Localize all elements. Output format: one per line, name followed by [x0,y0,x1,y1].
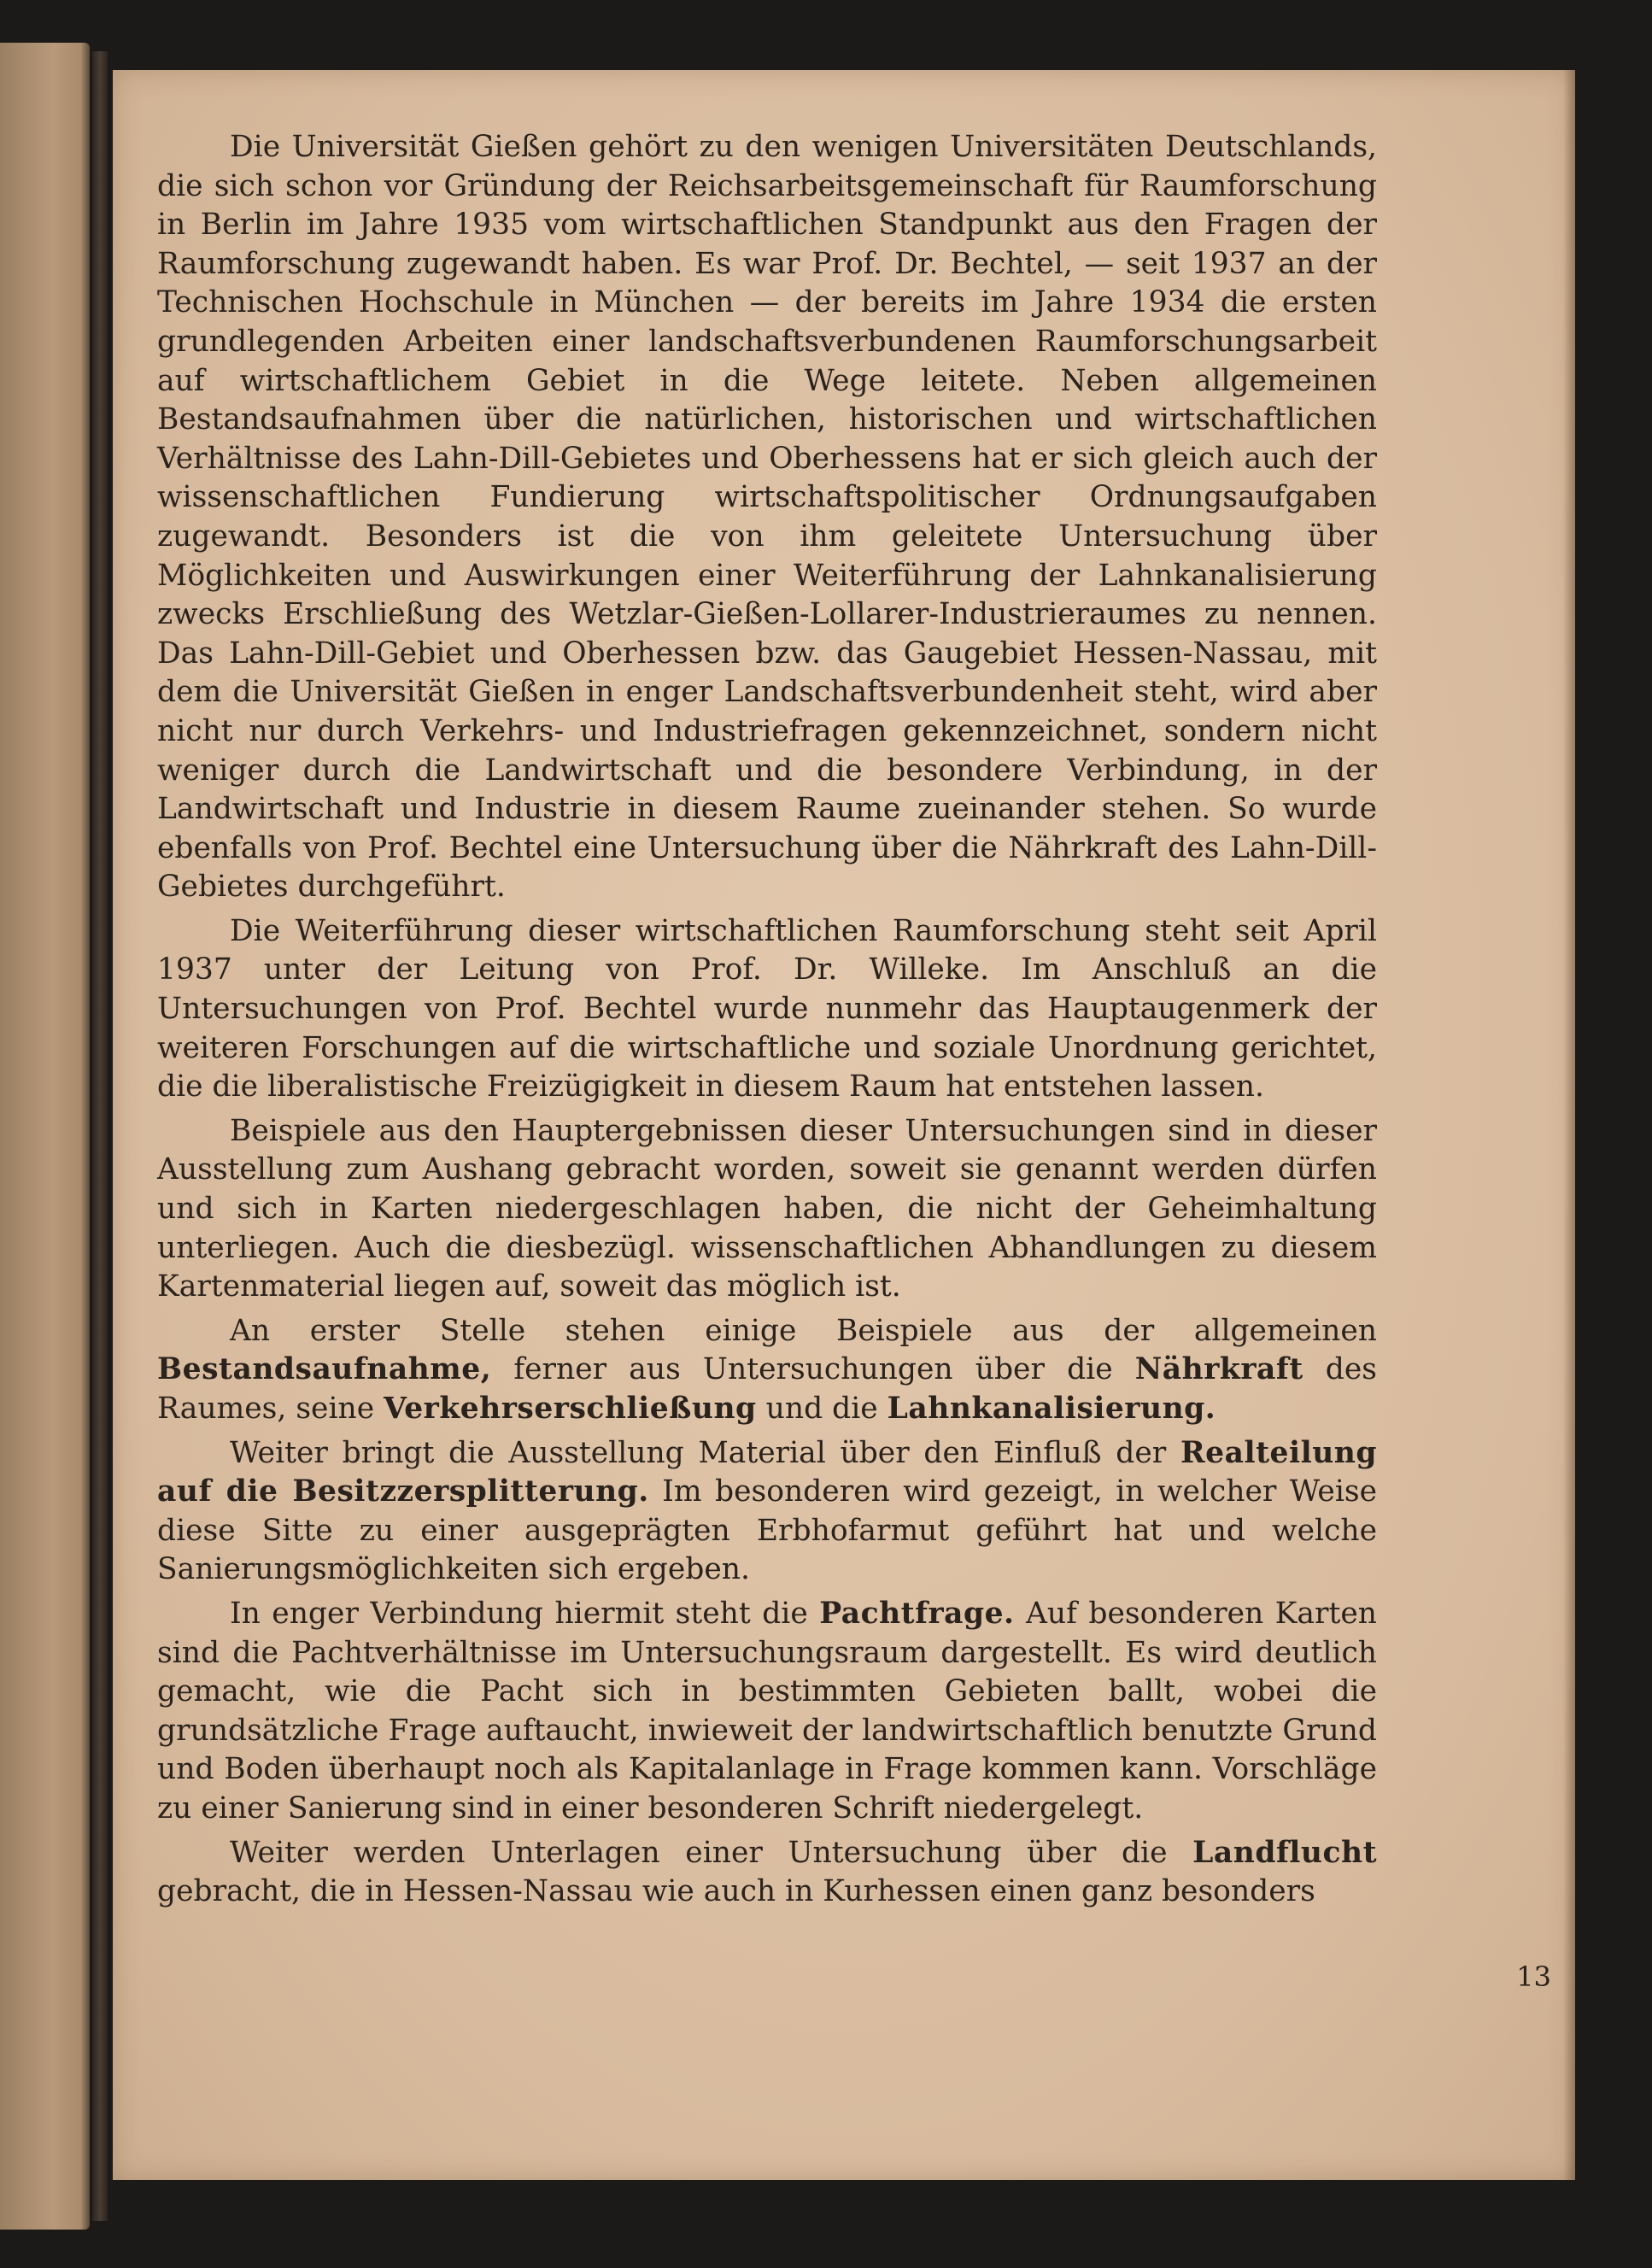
emphasis-term: Realteilung auf die Besitzzersplitterung. [157,1435,1377,1509]
text-segment: ferner aus Untersuchungen über die [491,1352,1135,1387]
emphasis-term: Lahnkanalisierung. [887,1392,1216,1426]
paragraph [157,912,1377,1107]
page-number: 13 [1516,1960,1551,1993]
text-segment: Die Universität Gießen gehört zu den wenigen Universitäten Deutschlands, die sich schon vor Gründung der Reichsarbeitsgemeinschaft für Raumforschung in Berlin im Jahre 1935 vom wirtschaftlichen Standpunkt aus den Fragen der Raumforschung zugewandt haben. Es war Prof. Dr. Bechtel, — seit 1937 an der Technischen Hochschule in München — der bereits im Jahre 1934 die ersten grundlegenden Arbeiten einer landschaftsverbundenen Raumforschungsarbeit auf wirtschaftlichem Gebiet in die Wege leitete. Neben allgemeinen Bestandsaufnahmen über die natürlichen, historischen und wirtschaftlichen Verhältnisse des Lahn-Dill-Gebietes und Oberhessens hat er sich gleich auch der wissenschaftlichen Fundierung wirtschaftspolitischer Ordnungsaufgaben zugewandt. Besonders ist die von ihm geleitete Untersuchung über Möglichkeiten und Auswirkungen einer Weiterführung der Lahnkanalisierung zwecks Erschließung des Wetzlar-Gießen-Lollarer-Industrieraumes zu nennen. Das Lahn-Dill-Gebiet und Oberhessen bzw. das Gaugebiet Hessen-Nassau, mit dem die Universität Gießen in enger Landschaftsverbundenheit steht, wird aber nicht nur durch Verkehrs- und Industriefragen gekennzeichnet, sondern nicht weniger durch die Landwirtschaft und die besondere Verbindung, in der Landwirtschaft und Industrie in diesem Raume zueinander stehen. So wurde ebenfalls von Prof. Bechtel eine Untersuchung über die Nährkraft des Lahn-Dill-Gebietes durchgeführt. [157,130,1377,905]
text-segment: In enger Verbindung hiermit steht die [230,1596,820,1631]
paragraph [157,1595,1377,1829]
emphasis-term: Nährkraft [1134,1352,1303,1387]
text-segment: Im besonderen wird gezeigt, in welcher Weise diese Sitte zu einer ausgeprägten Erbhofarmut geführt hat und welche Sanierungsmöglichkeiten sich ergeben. [157,1474,1378,1587]
facing-page-edge [0,43,90,2230]
text-segment: Die Weiterführung dieser wirtschaftlichen Raumforschung steht seit April 1937 unter der Leitung von Prof. Dr. Willeke. Im Anschluß an die Untersuchungen von Prof. Bechtel wurde nunmehr das Hauptaugenmerk der weiteren Forschungen auf die wirtschaftliche und soziale Unordnung gerichtet, die die liberalistische Freizügigkeit in diesem Raum hat entstehen lassen. [157,913,1377,1105]
text-segment: Weiter bringt die Ausstellung Material über den Einfluß der [230,1435,1181,1470]
text-segment: gebracht, die in Hessen-Nassau wie auch in Kurhessen einen ganz besonders [157,1874,1315,1909]
paragraph [157,1834,1377,1912]
book-gutter [92,51,108,2221]
emphasis-term: Landflucht [1192,1835,1377,1870]
emphasis-term: Bestandsaufnahme, [157,1352,492,1387]
page-edge-shadow [1563,70,1575,2180]
text-segment: An erster Stelle stehen einige Beispiele aus der allgemeinen [230,1313,1377,1348]
text-segment: Weiter werden Unterlagen einer Untersuchung über die [230,1835,1193,1870]
paragraph [157,1434,1377,1590]
paragraph [157,1312,1377,1429]
body-text [157,128,1377,1917]
paragraph [157,1112,1377,1307]
paragraph [157,128,1377,907]
emphasis-term: Verkehrserschließung [384,1392,757,1426]
text-segment: und die [756,1392,888,1426]
text-segment: Beispiele aus den Hauptergebnissen dieser Untersuchungen sind in dieser Ausstellung zum Aushang gebracht worden, soweit sie genannt werden dürfen und sich in Karten niedergeschlagen haben, die nicht der Geheimhaltung unterliegen. Auch die diesbezügl. wissenschaftlichen Abhandlungen zu diesem Kartenmaterial liegen auf, soweit das möglich ist. [157,1113,1377,1304]
text-segment: des Raumes, seine [157,1352,1377,1426]
text-segment: Auf besonderen Karten sind die Pachtverhältnisse im Untersuchungsraum dargestellt. Es wird deutlich gemacht, wie die Pacht sich in bestimmten Gebieten ballt, wobei die grundsätzliche Frage auftaucht, inwieweit der landwirtschaftlich benutzte Grund und Boden überhaupt noch als Kapitalanlage in Frage kommen kann. Vorschläge zu einer Sanierung sind in einer besonderen Schrift niedergelegt. [157,1596,1377,1826]
emphasis-term: Pachtfrage. [819,1596,1015,1631]
